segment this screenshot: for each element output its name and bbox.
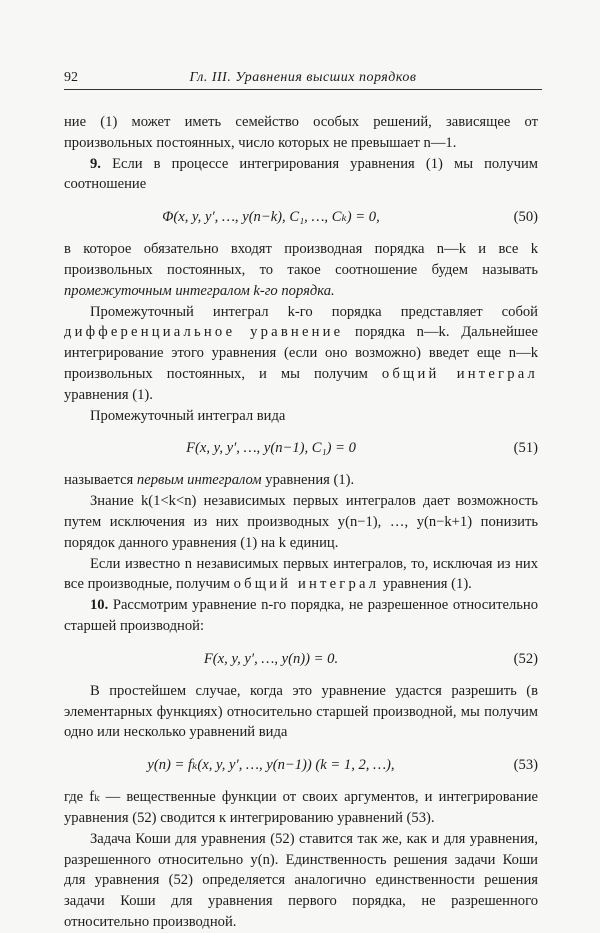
paragraph-9-text: Если в процессе интегрирования уравнения (1) мы получим соотношение — [64, 155, 538, 193]
formula-51-expr: F(x, y, y′, …, y(n−1), C₁) = 0 — [186, 440, 356, 457]
paragraph-9 — [64, 154, 538, 196]
formula-51-number: (51) — [513, 440, 538, 457]
formula-53 — [64, 743, 538, 787]
paragraph-known-integrals — [64, 554, 538, 596]
header-rule — [64, 89, 542, 90]
paragraph-cauchy-problem: Задача Коши для уравнения (52) ставится так же, как и для уравнения, разрешенного относительно y(n). Единственность решения задачи Коши для уравнения (52) определяется аналогично единственности решения задачи Коши для уравнения первого порядка, не разрешенного относительно производной. — [64, 830, 538, 930]
section-number-9: 9. — [90, 155, 101, 172]
paragraph-simplest-case: В простейшем случае, когда это уравнение удастся разрешить (в элементарных функциях) относительно старшей производной, мы получим одно или несколько уравнений вида — [64, 682, 538, 741]
formula-51 — [64, 426, 538, 470]
paragraph-1: ние (1) может иметь семейство особых решений, зависящее от произвольных постоянных, число которых не превышает n—1. — [64, 114, 538, 151]
paragraph-first-integral — [64, 470, 538, 491]
paragraph-first-integral-text-a: называется — [64, 472, 134, 489]
paragraph-known-integrals-text-c: уравнения (1). — [382, 576, 472, 593]
paragraph-intermediate-text-a: Промежуточный интеграл k-го порядка представляет собой — [90, 303, 538, 320]
term-first-integral: первым интегралом — [136, 472, 262, 489]
paragraph-first-integral-text-c: уравнения (1). — [265, 472, 355, 489]
paragraph-where-fk: где fₖ — вещественные функции от своих аргументов, и интегрирование уравнения (52) сводится к интегрированию уравнений (53). — [64, 789, 538, 826]
paragraph-intermediate-text-e: уравнения (1). — [64, 386, 153, 403]
formula-52-expr: F(x, y, y′, …, y(n)) = 0. — [203, 650, 339, 667]
page-header — [64, 68, 542, 90]
formula-50-expr: Φ(x, y, y′, …, y(n−k), C₁, …, Cₖ) = 0, — [162, 209, 380, 226]
paragraph-10-text: Рассмотрим уравнение n-го порядка, не разрешенное относительно старшей производной: — [64, 597, 538, 634]
formula-53-number: (53) — [513, 757, 538, 774]
paragraph-intermediate-def-text: в которое обязательно входят производная порядка n—k и все k произвольных постоянных, то такое соотношение будем называть — [64, 241, 538, 278]
paragraph-known-integrals-text-a: Если известно n независимых первых интегралов, то, исключая из них все производные, получим — [64, 555, 538, 593]
paragraph-intermediate-def — [64, 239, 538, 301]
running-title: Гл. III. Уравнения высших порядков — [189, 70, 417, 85]
formula-53-expr: y(n) = fₖ(x, y, y′, …, y(n−1)) (k = 1, 2, …), — [147, 757, 395, 774]
page-body — [64, 112, 538, 933]
term-intermediate-integral: промежуточным интегралом k-го порядка. — [64, 282, 335, 299]
paragraph-intermediate-text-c: порядка n—k. Дальнейшее интегрирование этого уравнения (если оно возможно) введет еще n—k произвольных постоянных, и мы получим — [64, 324, 538, 382]
paragraph-10 — [64, 595, 538, 637]
spaced-term-general-integral: общий интеграл — [381, 365, 538, 382]
paragraph-intermediate-integral — [64, 302, 538, 406]
formula-50-number: (50) — [513, 209, 538, 226]
page-number: 92 — [64, 70, 78, 85]
formula-52-number: (52) — [513, 650, 538, 667]
paragraph-knowledge: Знание k(1<k<n) независимых первых интегралов дает возможность путем исключения из них производных y(n−1), …, y(n−k+1) понизить порядок данного уравнения (1) на k единиц. — [64, 493, 538, 551]
spaced-term-general-integral-2: общий интеграл — [233, 576, 380, 593]
spaced-term-differential-equation: дифференциальное уравнение — [64, 324, 344, 341]
paragraph-integral-form: Промежуточный интеграл вида — [90, 407, 286, 424]
formula-50 — [64, 195, 538, 239]
section-number-10: 10. — [90, 597, 109, 614]
formula-52 — [64, 637, 538, 681]
